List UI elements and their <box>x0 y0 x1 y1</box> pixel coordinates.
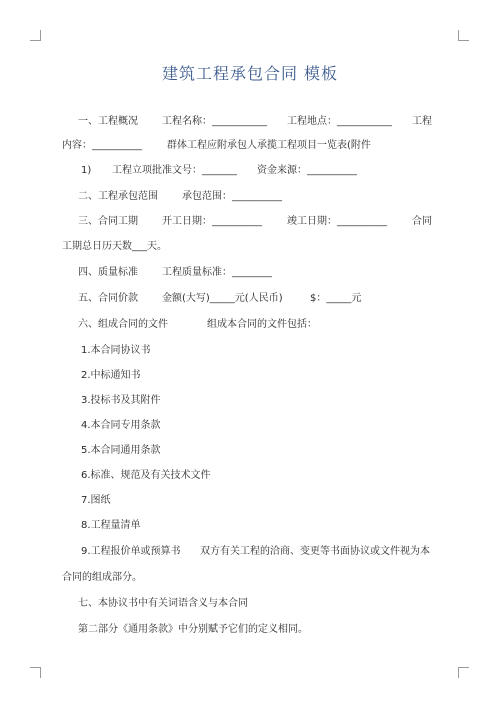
corner-mark-top-left <box>30 30 41 41</box>
section-scope-heading: 二、工程承包范围 <box>78 191 158 202</box>
total-days-field: 工期总日历天数___天。 <box>62 241 167 252</box>
start-date-field: 开工日期：__________ <box>162 216 262 227</box>
section-duration-heading: 三、合同工期 <box>78 216 138 227</box>
documents-note: 双方有关工程的洽商、变更等书面协议或文件视为本 <box>200 546 430 557</box>
scope-field: 承包范围：__________ <box>182 191 282 202</box>
list-item: 2.中标通知书 <box>81 370 141 381</box>
list-item: 6.标准、规范及有关技术文件 <box>81 470 211 481</box>
section-definitions-heading: 七、本协议书中有关词语含义与本合同 <box>78 598 248 609</box>
section-quality-heading: 四、质量标准 <box>78 267 138 278</box>
project-content-field: 内容：__________ <box>62 140 142 151</box>
section-price-heading: 五、合同价款 <box>78 293 138 304</box>
quality-standard-field: 工程质量标准：________ <box>162 267 272 278</box>
section-project-overview-heading: 一、工程概况 <box>78 116 138 127</box>
documents-intro: 组成本合同的文件包括： <box>207 319 317 330</box>
list-item: 5.本合同通用条款 <box>81 445 161 456</box>
amount-capital-field: 金额(大写)_____元(人民币) <box>162 293 283 304</box>
group-project-note: 群体工程应附承包人承揽工程项目一览表(附件 <box>167 140 371 151</box>
list-item: 7.图纸 <box>81 495 111 506</box>
attachment-number: 1) <box>81 165 92 176</box>
corner-mark-bottom-left <box>30 667 41 678</box>
list-item: 9.工程报价单或预算书 <box>81 546 181 557</box>
list-item: 3.投标书及其附件 <box>81 395 161 406</box>
corner-mark-top-right <box>458 30 469 41</box>
list-item: 1.本合同协议书 <box>81 345 151 356</box>
project-name-field: 工程名称：___________ <box>162 116 267 127</box>
list-item: 8.工程量清单 <box>81 520 141 531</box>
approval-number-field: 工程立项批准文号：_______ <box>112 165 237 176</box>
project-content-label-start: 工程 <box>412 116 432 127</box>
project-location-field: 工程地点：___________ <box>287 116 392 127</box>
contract-label-start: 合同 <box>412 216 432 227</box>
amount-dollar-field: $：_____元 <box>310 293 362 304</box>
fund-source-field: 资金来源：__________ <box>257 165 357 176</box>
corner-mark-bottom-right <box>458 667 469 678</box>
definitions-text: 第二部分《通用条款》中分别赋予它们的定义相同。 <box>78 624 308 635</box>
completion-date-field: 竣工日期：__________ <box>287 216 387 227</box>
list-item: 4.本合同专用条款 <box>81 420 161 431</box>
document-title: 建筑工程承包合同 模板 <box>161 64 339 83</box>
section-documents-heading: 六、组成合同的文件 <box>78 319 168 330</box>
documents-note-continued: 合同的组成部分。 <box>62 572 142 583</box>
